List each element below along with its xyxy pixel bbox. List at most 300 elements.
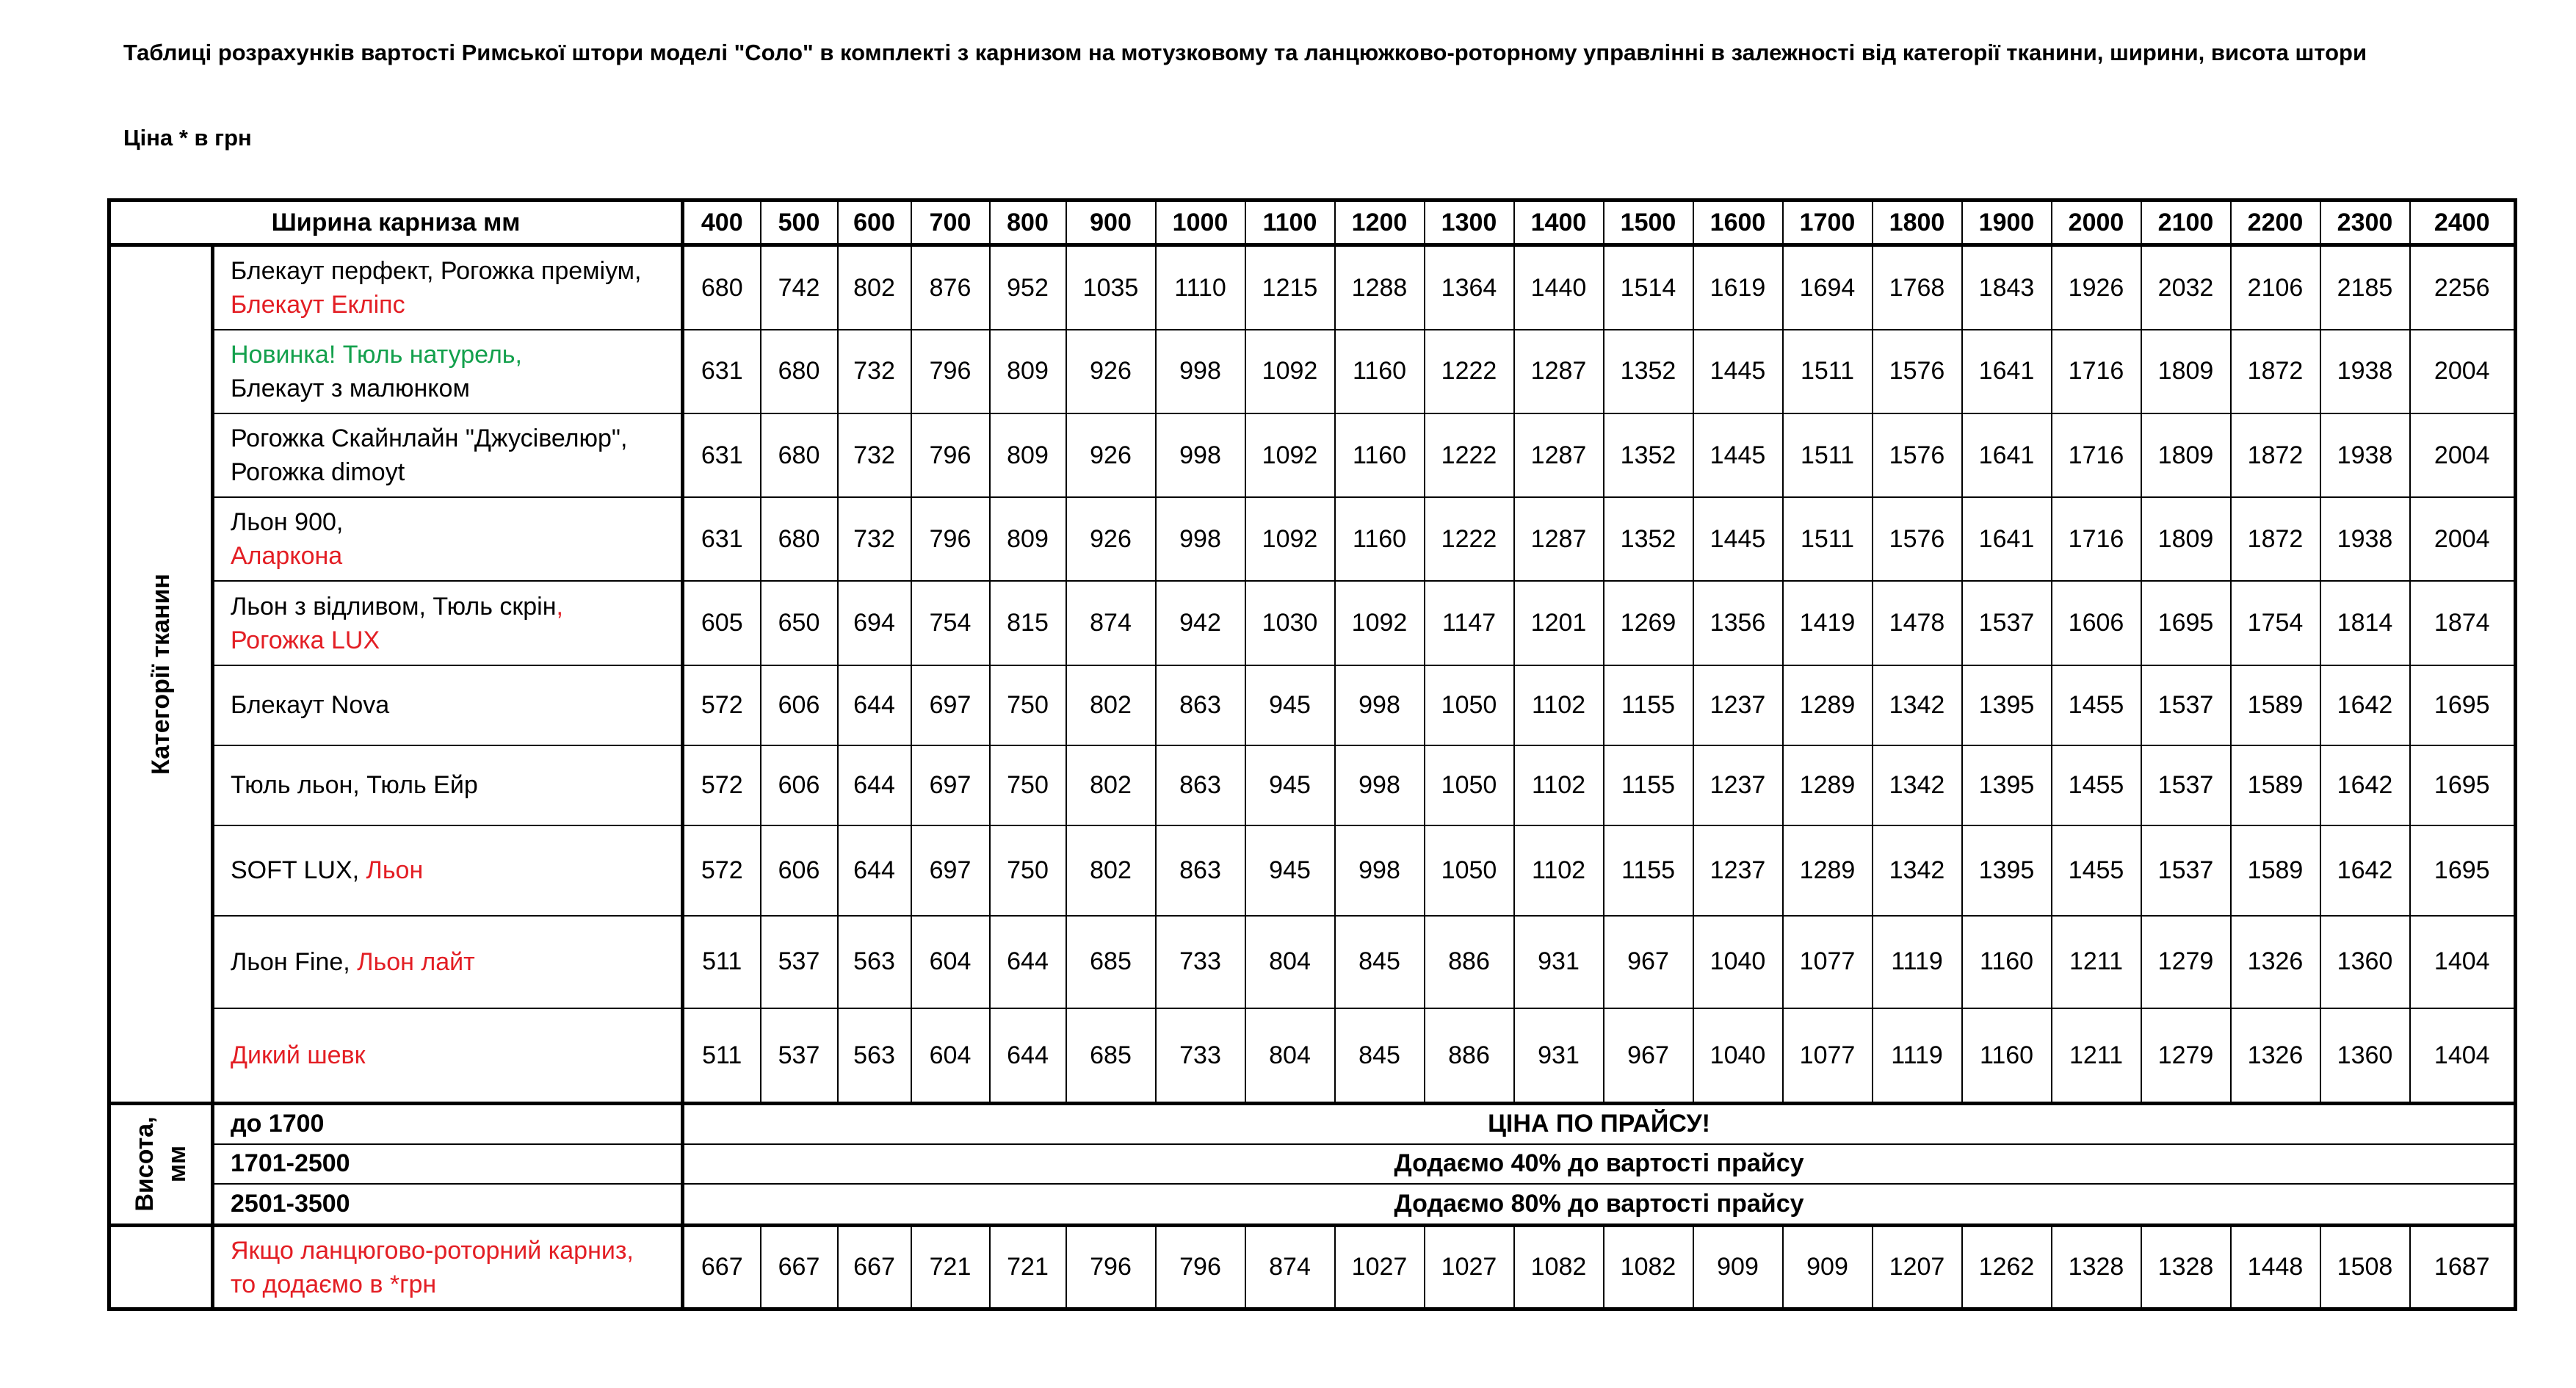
price-cell: 694 bbox=[838, 581, 911, 665]
category-name bbox=[213, 745, 683, 825]
category-line: Льон Fine, bbox=[231, 947, 358, 976]
price-cell: 1589 bbox=[2231, 665, 2320, 745]
price-cell: 926 bbox=[1066, 413, 1156, 498]
price-cell: 1419 bbox=[1783, 581, 1873, 665]
price-cell: 1222 bbox=[1425, 413, 1514, 498]
price-cell: 998 bbox=[1156, 497, 1245, 581]
price-cell: 886 bbox=[1425, 1008, 1514, 1103]
price-cell: 606 bbox=[761, 665, 838, 745]
price-cell: 1077 bbox=[1783, 916, 1873, 1009]
price-cell: 604 bbox=[911, 916, 990, 1009]
price-cell: 697 bbox=[911, 665, 990, 745]
price-cell: 1102 bbox=[1514, 745, 1604, 825]
category-line: Блекаут перфект, Рогожка преміум, bbox=[231, 257, 642, 286]
price-cell: 1395 bbox=[1962, 825, 2052, 916]
price-cell: 1289 bbox=[1783, 665, 1873, 745]
price-cell: 1364 bbox=[1425, 245, 1514, 330]
price-cell: 563 bbox=[838, 1008, 911, 1103]
price-cell: 1619 bbox=[1693, 245, 1783, 330]
chain-row bbox=[109, 1226, 2516, 1309]
price-cell: 1455 bbox=[2052, 745, 2141, 825]
chain-price-cell: 874 bbox=[1245, 1226, 1335, 1309]
category-line-green: Новинка! Тюль натурель, bbox=[231, 340, 522, 369]
price-cell: 750 bbox=[990, 665, 1066, 745]
price-cell: 680 bbox=[761, 330, 838, 413]
price-cell: 1287 bbox=[1514, 330, 1604, 413]
price-cell: 1288 bbox=[1335, 245, 1425, 330]
price-cell: 1289 bbox=[1783, 745, 1873, 825]
price-cell: 931 bbox=[1514, 916, 1604, 1009]
width-header-cell: 2000 bbox=[2052, 200, 2141, 245]
chain-price-cell: 909 bbox=[1693, 1226, 1783, 1309]
price-cell: 1872 bbox=[2231, 497, 2320, 581]
price-cell: 926 bbox=[1066, 497, 1156, 581]
price-cell: 1279 bbox=[2141, 916, 2231, 1009]
price-cell: 2004 bbox=[2410, 330, 2516, 413]
price-cell: 802 bbox=[1066, 825, 1156, 916]
price-cell: 1938 bbox=[2320, 330, 2410, 413]
price-cell: 1440 bbox=[1514, 245, 1604, 330]
chain-price-cell: 1027 bbox=[1335, 1226, 1425, 1309]
price-cell: 1102 bbox=[1514, 665, 1604, 745]
price-cell: 680 bbox=[761, 413, 838, 498]
chain-price-cell: 721 bbox=[990, 1226, 1066, 1309]
category-line-red: , bbox=[556, 592, 563, 621]
price-cell: 2004 bbox=[2410, 497, 2516, 581]
chain-price-cell: 667 bbox=[683, 1226, 761, 1309]
price-cell: 1511 bbox=[1783, 330, 1873, 413]
price-cell: 685 bbox=[1066, 1008, 1156, 1103]
price-cell: 605 bbox=[683, 581, 761, 665]
width-header-cell: 2200 bbox=[2231, 200, 2320, 245]
price-cell: 732 bbox=[838, 497, 911, 581]
height-note: ЦІНА ПО ПРАЙСУ! bbox=[683, 1103, 2516, 1143]
price-cell: 1642 bbox=[2320, 665, 2410, 745]
price-cell: 1874 bbox=[2410, 581, 2516, 665]
price-cell: 606 bbox=[761, 745, 838, 825]
price-cell: 750 bbox=[990, 745, 1066, 825]
price-cell: 1040 bbox=[1693, 916, 1783, 1009]
category-row bbox=[109, 330, 2516, 413]
width-header-cell: 600 bbox=[838, 200, 911, 245]
price-cell: 2256 bbox=[2410, 245, 2516, 330]
price-cell: 1641 bbox=[1962, 330, 2052, 413]
price-cell: 1211 bbox=[2052, 1008, 2141, 1103]
price-cell: 1352 bbox=[1604, 330, 1693, 413]
chain-price-cell: 1082 bbox=[1604, 1226, 1693, 1309]
price-cell: 1695 bbox=[2410, 665, 2516, 745]
price-cell: 606 bbox=[761, 825, 838, 916]
chain-line-red: то додаємо в *грн bbox=[231, 1270, 437, 1298]
width-header-cell: 800 bbox=[990, 200, 1066, 245]
chain-price-cell: 1262 bbox=[1962, 1226, 2052, 1309]
price-cell: 1360 bbox=[2320, 1008, 2410, 1103]
price-cell: 1237 bbox=[1693, 745, 1783, 825]
price-cell: 644 bbox=[990, 916, 1066, 1009]
price-cell: 572 bbox=[683, 825, 761, 916]
price-cell: 644 bbox=[838, 745, 911, 825]
price-cell: 733 bbox=[1156, 1008, 1245, 1103]
price-cell: 1050 bbox=[1425, 665, 1514, 745]
price-cell: 1050 bbox=[1425, 825, 1514, 916]
price-cell: 1809 bbox=[2141, 330, 2231, 413]
category-name bbox=[213, 330, 683, 413]
price-cell: 1155 bbox=[1604, 825, 1693, 916]
price-cell: 1342 bbox=[1873, 825, 1962, 916]
price-cell: 1326 bbox=[2231, 916, 2320, 1009]
price-cell: 697 bbox=[911, 825, 990, 916]
price-cell: 886 bbox=[1425, 916, 1514, 1009]
chain-price-cell: 1687 bbox=[2410, 1226, 2516, 1309]
price-cell: 1455 bbox=[2052, 825, 2141, 916]
category-line-red: Аларкона bbox=[231, 542, 343, 571]
price-cell: 537 bbox=[761, 916, 838, 1009]
price-cell: 1754 bbox=[2231, 581, 2320, 665]
price-cell: 644 bbox=[838, 825, 911, 916]
chain-price-cell: 1328 bbox=[2052, 1226, 2141, 1309]
price-cell: 1641 bbox=[1962, 413, 2052, 498]
price-cell: 796 bbox=[911, 330, 990, 413]
price-cell: 680 bbox=[683, 245, 761, 330]
price-cell: 1404 bbox=[2410, 916, 2516, 1009]
height-group-label: Висота, мм bbox=[131, 1116, 191, 1212]
price-cell: 2032 bbox=[2141, 245, 2231, 330]
category-row bbox=[109, 916, 2516, 1009]
width-header-cell: 400 bbox=[683, 200, 761, 245]
price-cell: 945 bbox=[1245, 745, 1335, 825]
price-cell: 1342 bbox=[1873, 665, 1962, 745]
width-header-cell: 2400 bbox=[2410, 200, 2516, 245]
category-row bbox=[109, 1008, 2516, 1103]
chain-price-cell: 909 bbox=[1783, 1226, 1873, 1309]
category-row bbox=[109, 825, 2516, 916]
price-cell: 931 bbox=[1514, 1008, 1604, 1103]
price-cell: 1211 bbox=[2052, 916, 2141, 1009]
width-header-cell: 900 bbox=[1066, 200, 1156, 245]
category-name bbox=[213, 413, 683, 498]
price-cell: 876 bbox=[911, 245, 990, 330]
price-cell: 1589 bbox=[2231, 745, 2320, 825]
chain-price-cell: 1508 bbox=[2320, 1226, 2410, 1309]
price-cell: 809 bbox=[990, 497, 1066, 581]
price-cell: 1576 bbox=[1873, 497, 1962, 581]
category-line: Блекаут Nova bbox=[231, 691, 390, 720]
price-cell: 1445 bbox=[1693, 497, 1783, 581]
price-cell: 1119 bbox=[1873, 916, 1962, 1009]
price-cell: 631 bbox=[683, 497, 761, 581]
price-cell: 1160 bbox=[1962, 916, 2052, 1009]
category-line: Тюль льон, Тюль Ейр bbox=[231, 771, 478, 800]
price-cell: 680 bbox=[761, 497, 838, 581]
price-cell: 1119 bbox=[1873, 1008, 1962, 1103]
width-header-cell: 1500 bbox=[1604, 200, 1693, 245]
page-title: Таблиці розрахунків вартості Римської штори моделі "Соло" в комплекті з карнизом на мотузковому та ланцюжково-роторному управлінні в залежності від категорії тканини, ширини, висота штори bbox=[123, 40, 2367, 65]
price-cell: 874 bbox=[1066, 581, 1156, 665]
price-cell: 1445 bbox=[1693, 413, 1783, 498]
price-cell: 572 bbox=[683, 665, 761, 745]
width-header-cell: 1300 bbox=[1425, 200, 1514, 245]
price-cell: 1537 bbox=[1962, 581, 2052, 665]
price-cell: 998 bbox=[1156, 330, 1245, 413]
price-cell: 1289 bbox=[1783, 825, 1873, 916]
price-cell: 998 bbox=[1156, 413, 1245, 498]
price-cell: 967 bbox=[1604, 916, 1693, 1009]
price-cell: 1642 bbox=[2320, 825, 2410, 916]
height-row bbox=[109, 1103, 2516, 1143]
price-cell: 1110 bbox=[1156, 245, 1245, 330]
height-range: 1701-2500 bbox=[213, 1144, 683, 1184]
price-cell: 1160 bbox=[1335, 413, 1425, 498]
header-row bbox=[109, 200, 2516, 245]
price-cell: 537 bbox=[761, 1008, 838, 1103]
height-group bbox=[109, 1103, 213, 1225]
category-line-red: Льон лайт bbox=[357, 947, 475, 976]
chain-label bbox=[213, 1226, 683, 1309]
price-cell: 1537 bbox=[2141, 825, 2231, 916]
category-name bbox=[213, 581, 683, 665]
price-cell: 1445 bbox=[1693, 330, 1783, 413]
fabric-category-label: Категорії тканин bbox=[147, 574, 175, 776]
price-cell: 804 bbox=[1245, 1008, 1335, 1103]
price-cell: 1092 bbox=[1245, 330, 1335, 413]
price-cell: 945 bbox=[1245, 665, 1335, 745]
price-cell: 1872 bbox=[2231, 330, 2320, 413]
price-cell: 1694 bbox=[1783, 245, 1873, 330]
price-table bbox=[107, 198, 2517, 1311]
chain-line-red: Якщо ланцюгово-роторний карниз, bbox=[231, 1236, 634, 1265]
width-header-label: Ширина карниза мм bbox=[109, 200, 683, 245]
chain-empty-cell bbox=[109, 1226, 213, 1309]
price-cell: 750 bbox=[990, 825, 1066, 916]
fabric-category-group bbox=[109, 245, 213, 1103]
category-line-red: Рогожка LUX bbox=[231, 626, 380, 654]
price-cell: 1222 bbox=[1425, 330, 1514, 413]
price-cell: 1102 bbox=[1514, 825, 1604, 916]
price-cell: 1809 bbox=[2141, 413, 2231, 498]
width-header-cell: 2300 bbox=[2320, 200, 2410, 245]
price-cell: 815 bbox=[990, 581, 1066, 665]
price-cell: 1395 bbox=[1962, 745, 2052, 825]
price-cell: 563 bbox=[838, 916, 911, 1009]
price-cell: 802 bbox=[1066, 665, 1156, 745]
price-cell: 1938 bbox=[2320, 497, 2410, 581]
price-cell: 631 bbox=[683, 330, 761, 413]
price-cell: 1155 bbox=[1604, 745, 1693, 825]
category-line-red: Дикий шевк bbox=[231, 1041, 366, 1070]
height-row bbox=[109, 1144, 2516, 1184]
price-cell: 1576 bbox=[1873, 330, 1962, 413]
chain-price-cell: 1207 bbox=[1873, 1226, 1962, 1309]
category-row bbox=[109, 581, 2516, 665]
price-cell: 926 bbox=[1066, 330, 1156, 413]
price-cell: 732 bbox=[838, 330, 911, 413]
price-cell: 2004 bbox=[2410, 413, 2516, 498]
price-cell: 796 bbox=[911, 413, 990, 498]
price-cell: 1814 bbox=[2320, 581, 2410, 665]
price-cell: 1642 bbox=[2320, 745, 2410, 825]
price-cell: 804 bbox=[1245, 916, 1335, 1009]
price-cell: 1342 bbox=[1873, 745, 1962, 825]
price-cell: 1160 bbox=[1335, 330, 1425, 413]
price-cell: 1511 bbox=[1783, 413, 1873, 498]
width-header-cell: 1800 bbox=[1873, 200, 1962, 245]
price-cell: 1641 bbox=[1962, 497, 2052, 581]
chain-price-cell: 667 bbox=[761, 1226, 838, 1309]
width-header-cell: 1600 bbox=[1693, 200, 1783, 245]
price-cell: 1716 bbox=[2052, 497, 2141, 581]
price-cell: 945 bbox=[1245, 825, 1335, 916]
height-range: до 1700 bbox=[213, 1103, 683, 1143]
price-cell: 863 bbox=[1156, 745, 1245, 825]
category-name bbox=[213, 245, 683, 330]
price-cell: 1478 bbox=[1873, 581, 1962, 665]
category-name bbox=[213, 916, 683, 1009]
price-cell: 1237 bbox=[1693, 665, 1783, 745]
price-cell: 1035 bbox=[1066, 245, 1156, 330]
price-cell: 1695 bbox=[2410, 825, 2516, 916]
category-line: SOFT LUX, bbox=[231, 856, 366, 885]
price-cell: 1215 bbox=[1245, 245, 1335, 330]
price-unit-note: Ціна * в грн bbox=[123, 125, 252, 151]
height-note: Додаємо 80% до вартості прайсу bbox=[683, 1184, 2516, 1225]
price-cell: 998 bbox=[1335, 825, 1425, 916]
price-cell: 732 bbox=[838, 413, 911, 498]
price-cell: 1514 bbox=[1604, 245, 1693, 330]
price-cell: 1160 bbox=[1335, 497, 1425, 581]
chain-price-cell: 796 bbox=[1156, 1226, 1245, 1309]
price-cell: 742 bbox=[761, 245, 838, 330]
price-cell: 952 bbox=[990, 245, 1066, 330]
width-header-cell: 1200 bbox=[1335, 200, 1425, 245]
price-cell: 967 bbox=[1604, 1008, 1693, 1103]
category-line: Льон з відливом, Тюль скрін bbox=[231, 592, 557, 621]
category-row bbox=[109, 745, 2516, 825]
category-line-red: Льон bbox=[366, 856, 424, 885]
price-cell: 802 bbox=[838, 245, 911, 330]
price-cell: 845 bbox=[1335, 916, 1425, 1009]
price-cell: 863 bbox=[1156, 665, 1245, 745]
price-cell: 511 bbox=[683, 916, 761, 1009]
price-cell: 1716 bbox=[2052, 330, 2141, 413]
price-cell: 1160 bbox=[1962, 1008, 2052, 1103]
category-line: Льон 900, bbox=[231, 508, 344, 537]
price-cell: 1092 bbox=[1245, 497, 1335, 581]
category-row bbox=[109, 665, 2516, 745]
price-cell: 1147 bbox=[1425, 581, 1514, 665]
category-name bbox=[213, 825, 683, 916]
price-cell: 644 bbox=[838, 665, 911, 745]
price-cell: 1576 bbox=[1873, 413, 1962, 498]
height-row bbox=[109, 1184, 2516, 1225]
price-cell: 1356 bbox=[1693, 581, 1783, 665]
price-cell: 1938 bbox=[2320, 413, 2410, 498]
price-cell: 1511 bbox=[1783, 497, 1873, 581]
price-cell: 942 bbox=[1156, 581, 1245, 665]
width-header-cell: 2100 bbox=[2141, 200, 2231, 245]
chain-price-cell: 1328 bbox=[2141, 1226, 2231, 1309]
price-cell: 1716 bbox=[2052, 413, 2141, 498]
chain-price-cell: 1448 bbox=[2231, 1226, 2320, 1309]
price-cell: 1287 bbox=[1514, 497, 1604, 581]
price-cell: 1352 bbox=[1604, 497, 1693, 581]
price-cell: 1155 bbox=[1604, 665, 1693, 745]
category-row bbox=[109, 497, 2516, 581]
price-cell: 998 bbox=[1335, 745, 1425, 825]
price-cell: 754 bbox=[911, 581, 990, 665]
price-cell: 1768 bbox=[1873, 245, 1962, 330]
price-cell: 809 bbox=[990, 330, 1066, 413]
width-header-cell: 1700 bbox=[1783, 200, 1873, 245]
width-header-cell: 1900 bbox=[1962, 200, 2052, 245]
price-cell: 2185 bbox=[2320, 245, 2410, 330]
price-cell: 733 bbox=[1156, 916, 1245, 1009]
price-cell: 1287 bbox=[1514, 413, 1604, 498]
chain-price-cell: 1027 bbox=[1425, 1226, 1514, 1309]
price-cell: 1077 bbox=[1783, 1008, 1873, 1103]
price-cell: 1537 bbox=[2141, 745, 2231, 825]
category-line: Рогожка Скайнлайн "Джусівелюр", bbox=[231, 424, 628, 452]
chain-price-cell: 721 bbox=[911, 1226, 990, 1309]
width-header-cell: 1000 bbox=[1156, 200, 1245, 245]
price-cell: 1843 bbox=[1962, 245, 2052, 330]
price-cell: 644 bbox=[990, 1008, 1066, 1103]
category-line: Блекаут з малюнком bbox=[231, 374, 470, 402]
price-cell: 511 bbox=[683, 1008, 761, 1103]
price-cell: 1395 bbox=[1962, 665, 2052, 745]
price-cell: 697 bbox=[911, 745, 990, 825]
price-cell: 1201 bbox=[1514, 581, 1604, 665]
height-note: Додаємо 40% до вартості прайсу bbox=[683, 1144, 2516, 1184]
price-cell: 1926 bbox=[2052, 245, 2141, 330]
price-cell: 802 bbox=[1066, 745, 1156, 825]
price-cell: 1092 bbox=[1335, 581, 1425, 665]
price-cell: 604 bbox=[911, 1008, 990, 1103]
price-cell: 1269 bbox=[1604, 581, 1693, 665]
price-cell: 1537 bbox=[2141, 665, 2231, 745]
price-cell: 1279 bbox=[2141, 1008, 2231, 1103]
price-cell: 1352 bbox=[1604, 413, 1693, 498]
price-cell: 1030 bbox=[1245, 581, 1335, 665]
price-cell: 631 bbox=[683, 413, 761, 498]
price-cell: 1455 bbox=[2052, 665, 2141, 745]
price-cell: 1326 bbox=[2231, 1008, 2320, 1103]
price-cell: 809 bbox=[990, 413, 1066, 498]
width-header-cell: 700 bbox=[911, 200, 990, 245]
category-name bbox=[213, 497, 683, 581]
price-cell: 650 bbox=[761, 581, 838, 665]
price-cell: 1589 bbox=[2231, 825, 2320, 916]
width-header-cell: 500 bbox=[761, 200, 838, 245]
price-cell: 1404 bbox=[2410, 1008, 2516, 1103]
price-cell: 1360 bbox=[2320, 916, 2410, 1009]
price-cell: 2106 bbox=[2231, 245, 2320, 330]
height-range: 2501-3500 bbox=[213, 1184, 683, 1225]
width-header-cell: 1100 bbox=[1245, 200, 1335, 245]
price-cell: 1222 bbox=[1425, 497, 1514, 581]
price-cell: 1050 bbox=[1425, 745, 1514, 825]
category-row bbox=[109, 413, 2516, 498]
price-cell: 1695 bbox=[2410, 745, 2516, 825]
category-line: Рогожка dimoyt bbox=[231, 458, 405, 486]
category-name bbox=[213, 665, 683, 745]
category-row bbox=[109, 245, 2516, 330]
width-header-cell: 1400 bbox=[1514, 200, 1604, 245]
price-cell: 796 bbox=[911, 497, 990, 581]
price-cell: 998 bbox=[1335, 665, 1425, 745]
price-cell: 1237 bbox=[1693, 825, 1783, 916]
price-cell: 1695 bbox=[2141, 581, 2231, 665]
price-cell: 1092 bbox=[1245, 413, 1335, 498]
